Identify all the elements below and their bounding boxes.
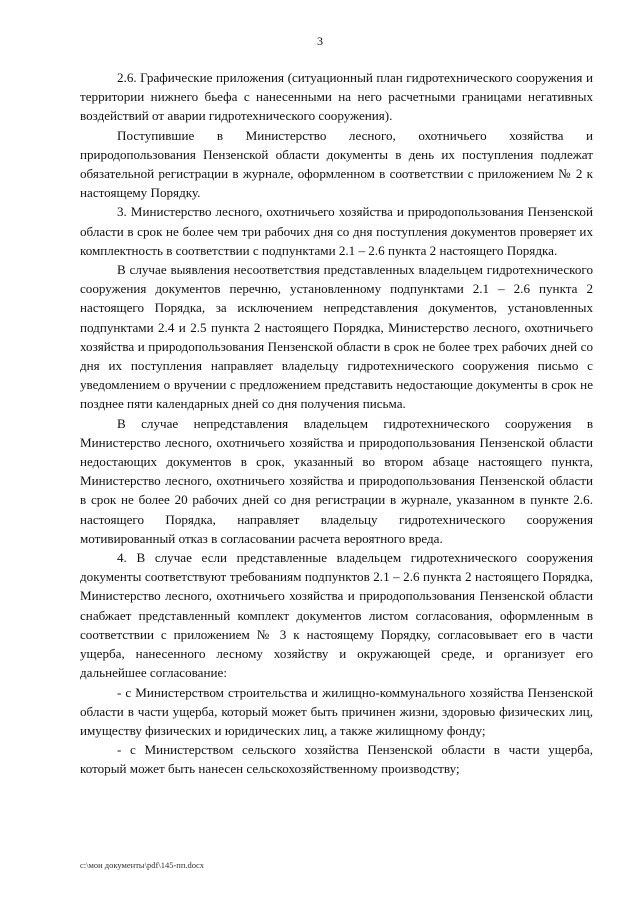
paragraph-registration: Поступившие в Министерство лесного, охотничьего хозяйства и природопользования Пензенской области документы в день их поступления подлежат обязательной регистрации в журнале, оформленном в соответствии с приложением № 2 к настоящему Порядку. xyxy=(80,127,593,201)
list-item-construction-ministry: - с Министерством строительства и жилищно-коммунального хозяйства Пензенской области в части ущерба, который может быть причинен жизни, здоровью физических лиц, имуществу физических и юридических лиц, а также жилищному фонду; xyxy=(80,684,593,738)
page-number: 3 xyxy=(317,34,323,48)
paragraph-nonsubmission: В случае непредставления владельцем гидротехнического сооружения в Министерство лесного, охотничьего хозяйства и природопользования Пензенской области недостающих документов в срок, указанный во втором абзаце настоящего пункта, Министерство лесного, охотничьего хозяйства и природопользования Пензенской области в срок не более 20 рабочих дней со дня регистрации в журнале, указанном в пункте 2.6. настоящего Порядка, направляет владельцу гидротехнического сооружения мотивированный отказ в согласовании расчета вероятного вреда. xyxy=(80,415,593,546)
paragraph-mismatch: В случае выявления несоответствия представленных владельцем гидротехнического сооружения документов перечню, установленному подпунктами 2.1 – 2.6 пункта 2 настоящего Порядка, за исключением непредставления документов, установленных подпунктами 2.4 и 2.5 пункта 2 настоящего Порядка, Министерство лесного, охотничьего хозяйства и природопользования Пензенской области в срок не более трех рабочих дней со дня их поступления направляет владельцу гидротехнического сооружения письмо с уведомлением о вручении с предложением представить недостающие документы в срок не позднее пяти календарных дней со дня получения письма. xyxy=(80,262,593,412)
document-body xyxy=(80,68,593,779)
file-path-footer: c:\мои документы\pdf\145-пп.docx xyxy=(80,860,205,870)
paragraph-2-6: 2.6. Графические приложения (ситуационный план гидротехнического сооружения и территории нижнего бьефа с нанесенными на него расчетными границами негативных воздействий от аварии гидротехнического сооружения). xyxy=(80,70,593,124)
paragraph-3: 3. Министерство лесного, охотничьего хозяйства и природопользования Пензенской области в срок не более чем три рабочих дня со дня поступления документов проверяет их комплектность в соответствии с подпунктами 2.1 – 2.6 пункта 2 настоящего Порядка. xyxy=(80,204,593,258)
paragraph-4: 4. В случае если представленные владельцем гидротехнического сооружения документы соответствуют требованиям подпунктов 2.1 – 2.6 пункта 2 настоящего Порядка, Министерство лесного, охотничьего хозяйства и природопользования Пензенской области снабжает представленный комплект документов листом согласования, оформленным в соответствии с приложением № 3 к настоящему Порядку, согласовывает его в части ущерба, нанесенного лесному хозяйству и окружающей среде, и организует его дальнейшее согласование: xyxy=(80,550,593,681)
list-item-agriculture-ministry: - с Министерством сельского хозяйства Пензенской области в части ущерба, который может быть нанесен сельскохозяйственному производству; xyxy=(80,742,593,777)
